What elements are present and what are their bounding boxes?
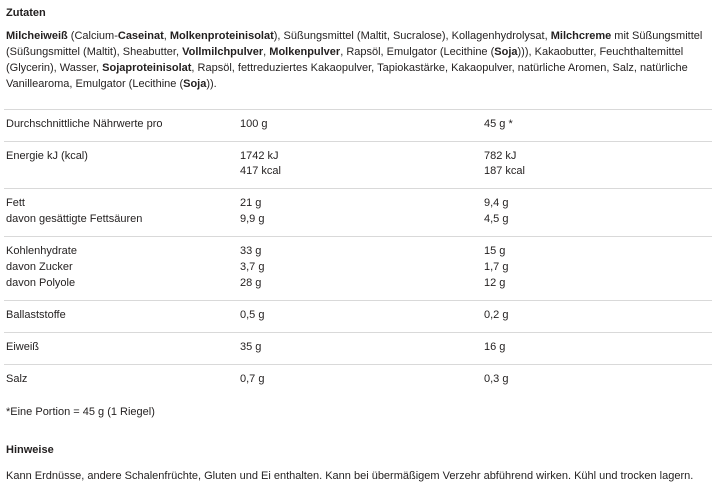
nutrition-row-label	[4, 189, 238, 237]
nutrition-cell-line: 16 g	[484, 341, 506, 353]
nutrition-cell-line: Fett	[6, 197, 25, 210]
nutrition-cell-line: 35 g	[240, 341, 262, 353]
nutrition-header-per-100g: 100 g	[238, 109, 482, 141]
nutrition-cell-line: 9,9 g	[240, 213, 265, 226]
nutrition-cell-line: 0,5 g	[240, 309, 265, 322]
nutrition-row	[4, 301, 712, 333]
nutrition-header-per-portion: 45 g *	[482, 109, 712, 141]
nutrition-row	[4, 189, 712, 237]
notes-text: Kann Erdnüsse, andere Schalenfrüchte, Gluten und Ei enthalten. Kann bei übermäßigem Verzehr abführend wirken. Kühl und trocken lagern.	[6, 469, 694, 482]
nutrition-cell-line: davon Polyole	[6, 277, 76, 290]
nutrition-table-header-row	[4, 109, 712, 141]
notes-heading: Hinweise	[6, 443, 54, 456]
nutrition-row-per-100g	[238, 333, 482, 365]
nutrition-cell-line: 15 g	[484, 245, 506, 258]
portion-footnote: *Eine Portion = 45 g (1 Riegel)	[6, 405, 155, 418]
nutrition-table-body	[4, 109, 712, 396]
nutrition-row-label	[4, 333, 238, 365]
nutrition-row-per-portion	[482, 141, 712, 189]
nutrition-header-label: Durchschnittliche Nährwerte pro	[4, 109, 238, 141]
ingredients-text: Milcheiweiß (Calcium-Caseinat, Molkenproteinisolat), Süßungsmittel (Maltit, Sucralose), Kollagenhydrolysat, Milchcreme mit Süßungsmittel (Süßungsmittel (Maltit), Sheabutter, Vollmilchpulver, Molkenpulver, Rapsöl, Emulgator (Lecithine (Soja))), Kakaobutter, Feuchthaltemittel (Glycerin), Wasser, Sojaproteinisolat, Rapsöl, fettreduziertes Kakaopulver, Tapiokastärke, Kakaopulver, natürliche Aromen, Salz, natürliche Vanillearoma, Emulgator (Lecithine (Soja)).	[6, 29, 703, 91]
nutrition-cell-line: 9,4 g	[484, 197, 509, 210]
nutrition-row-label	[4, 301, 238, 333]
nutrition-row-label	[4, 364, 238, 395]
nutrition-cell-line: 33 g	[240, 245, 262, 258]
nutrition-row-per-100g	[238, 141, 482, 189]
nutrition-row-per-100g	[238, 237, 482, 301]
nutrition-row-label	[4, 141, 238, 189]
nutrition-row-per-portion	[482, 189, 712, 237]
nutrition-row-label	[4, 237, 238, 301]
nutrition-cell-line: Eiweiß	[6, 341, 40, 353]
nutrition-cell-line: 12 g	[484, 277, 506, 290]
nutrition-cell-line: 3,7 g	[240, 261, 265, 274]
nutrition-cell-line: 782 kJ	[484, 149, 517, 162]
nutrition-row-per-portion	[482, 301, 712, 333]
nutrition-row-per-portion	[482, 237, 712, 301]
nutrition-row	[4, 364, 712, 395]
nutrition-row	[4, 141, 712, 189]
nutrition-row-per-100g	[238, 364, 482, 395]
nutrition-row-per-100g	[238, 189, 482, 237]
nutrition-row-per-portion	[482, 333, 712, 365]
nutrition-cell-line: 0,3 g	[484, 372, 509, 385]
nutrition-cell-line: 1,7 g	[484, 261, 509, 274]
nutrition-cell-line: 0,2 g	[484, 309, 509, 322]
nutrition-cell-line: Salz	[6, 372, 28, 385]
nutrition-table	[4, 109, 712, 396]
nutrition-cell-line: 4,5 g	[484, 213, 509, 226]
nutrition-cell-line: davon gesättigte Fettsäuren	[6, 213, 143, 226]
nutrition-row	[4, 237, 712, 301]
ingredients-heading: Zutaten	[6, 7, 46, 19]
nutrition-cell-line: 21 g	[240, 197, 262, 210]
nutrition-row-per-portion	[482, 364, 712, 395]
nutrition-cell-line: Energie kJ (kcal)	[6, 149, 88, 162]
nutrition-cell-line: Kohlenhydrate	[6, 245, 77, 258]
nutrition-cell-line: 1742 kJ	[240, 149, 279, 162]
nutrition-cell-line: davon Zucker	[6, 261, 73, 274]
nutrition-cell-line: Ballaststoffe	[6, 309, 66, 322]
nutrition-cell-line: 417 kcal	[240, 165, 281, 178]
nutrition-row-per-100g	[238, 301, 482, 333]
nutrition-cell-line: 0,7 g	[240, 372, 265, 385]
nutrition-cell-line: 28 g	[240, 277, 262, 290]
nutrition-cell-line: 187 kcal	[484, 165, 525, 178]
nutrition-row	[4, 333, 712, 365]
